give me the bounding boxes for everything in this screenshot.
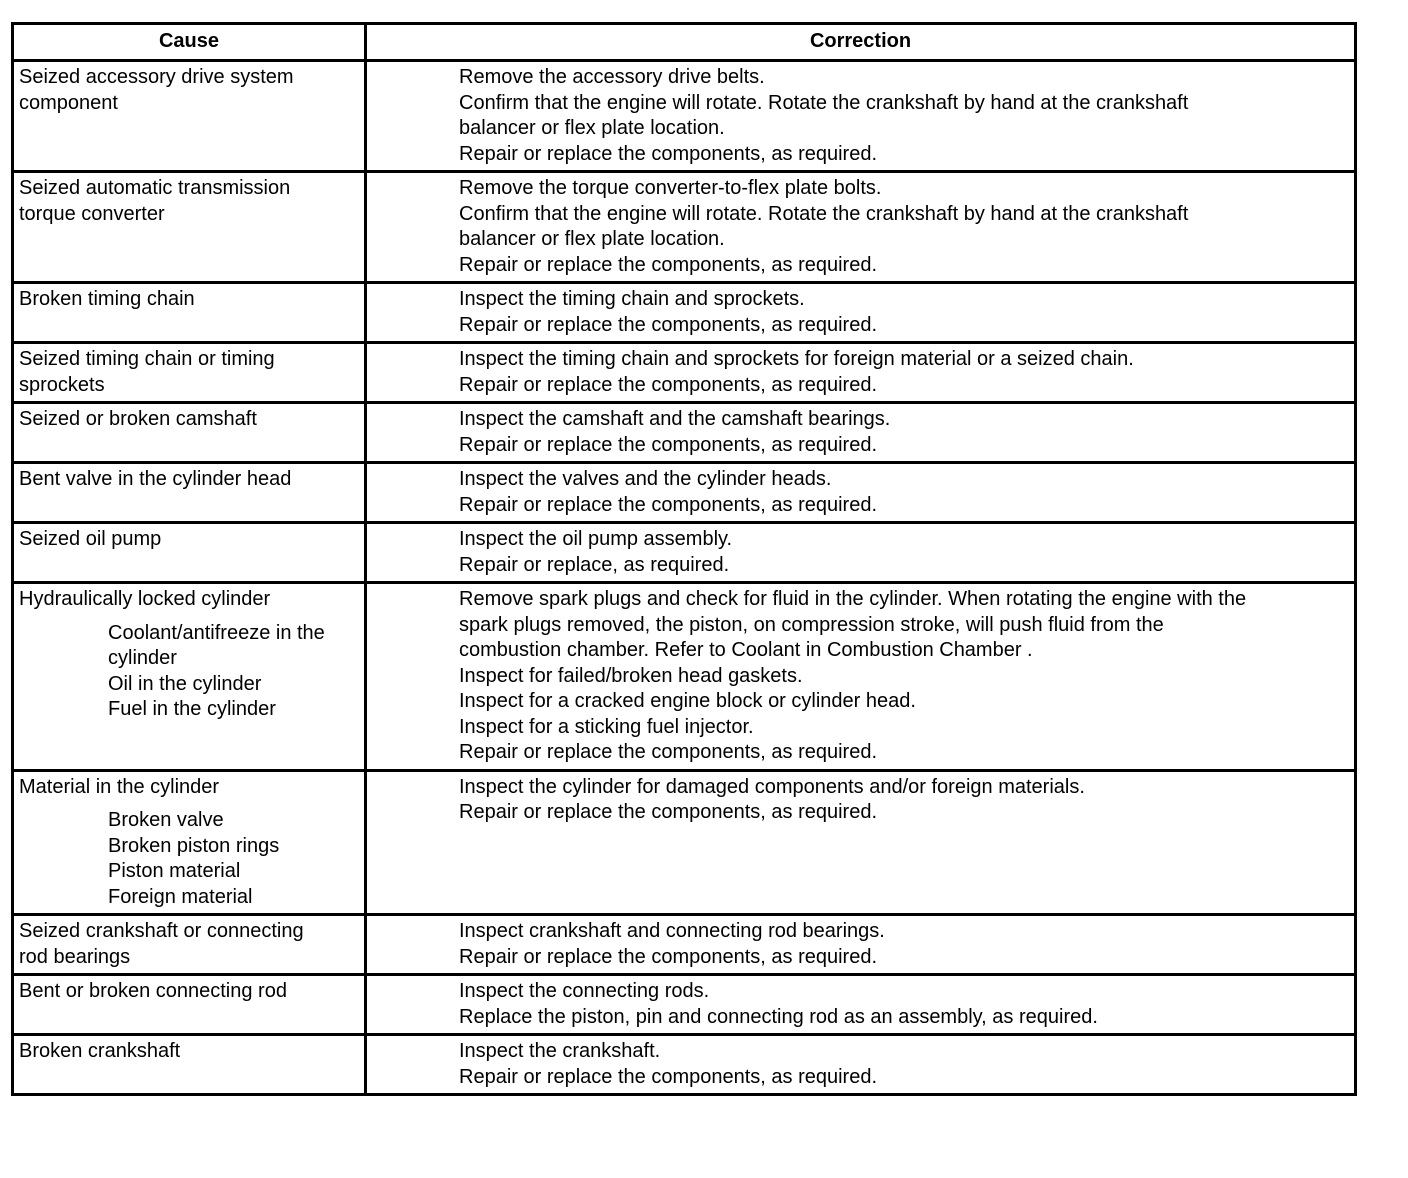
- cause-text: sprockets: [19, 373, 105, 396]
- cause-cell: [13, 283, 366, 343]
- correction-cell: [366, 583, 1356, 771]
- cause-text: Bent valve in the cylinder head: [19, 468, 292, 490]
- cause-text: component: [19, 91, 118, 114]
- correction-text: balancer or flex plate location.: [459, 117, 725, 139]
- table-body: [13, 61, 1356, 1095]
- cause-subitem: Piston material: [108, 860, 241, 882]
- cause-text: Seized crankshaft or connecting: [19, 920, 304, 942]
- correction-text: Replace the piston, pin and connecting rod as an assembly, as required.: [459, 1005, 1098, 1028]
- cause-cell: [13, 172, 366, 283]
- correction-text: Remove the accessory drive belts.: [459, 66, 765, 88]
- cause-sublist: [19, 621, 360, 723]
- cause-subitem: cylinder: [108, 647, 177, 669]
- correction-text: Repair or replace the components, as required.: [459, 433, 878, 456]
- cause-cell: [13, 975, 366, 1035]
- cause-cell: [13, 403, 366, 463]
- correction-cell: [366, 523, 1356, 583]
- cause-cell: [13, 1035, 366, 1095]
- correction-text: Repair or replace the components, as required.: [459, 1065, 878, 1088]
- correction-cell: [366, 915, 1356, 975]
- cause-text: Broken timing chain: [19, 288, 195, 310]
- correction-cell: [366, 403, 1356, 463]
- correction-text: Repair or replace the components, as required.: [459, 142, 878, 165]
- table-row: [13, 770, 1356, 915]
- cause-text: Seized accessory drive system: [19, 66, 294, 88]
- correction-text: Remove the torque converter-to-flex plate bolts.: [459, 177, 882, 199]
- correction-text: Repair or replace the components, as required.: [459, 313, 878, 336]
- correction-text: Inspect for a sticking fuel injector.: [459, 715, 754, 738]
- table-row: [13, 343, 1356, 403]
- table-row: [13, 463, 1356, 523]
- cause-subitem: Oil in the cylinder: [108, 672, 262, 695]
- correction-text: Inspect the cylinder for damaged components and/or foreign materials.: [459, 775, 1085, 798]
- cause-cell: [13, 770, 366, 915]
- cause-text: Broken crankshaft: [19, 1040, 181, 1062]
- correction-cell: [366, 283, 1356, 343]
- correction-text: Repair or replace the components, as required.: [459, 945, 878, 968]
- correction-text: Remove spark plugs and check for fluid in the cylinder. When rotating the engine with the: [459, 588, 1247, 610]
- cause-cell: [13, 61, 366, 172]
- cause-subitem: Coolant/antifreeze in the: [108, 621, 325, 644]
- correction-text: spark plugs removed, the piston, on compression stroke, will push fluid from the: [459, 613, 1164, 636]
- correction-text: Repair or replace the components, as required.: [459, 253, 878, 276]
- cause-text: Seized automatic transmission: [19, 177, 291, 199]
- table-row: [13, 403, 1356, 463]
- cause-subitem: Broken piston rings: [108, 834, 280, 857]
- cause-text: Bent or broken connecting rod: [19, 980, 287, 1002]
- cause-text: Seized or broken camshaft: [19, 408, 257, 430]
- cause-text: torque converter: [19, 202, 165, 225]
- cause-sublist: [19, 808, 360, 910]
- correction-text: Confirm that the engine will rotate. Rotate the crankshaft by hand at the crankshaft: [459, 91, 1189, 114]
- cause-cell: [13, 463, 366, 523]
- cause-subitem: Fuel in the cylinder: [108, 698, 276, 720]
- cause-cell: [13, 523, 366, 583]
- header-row: [13, 24, 1356, 61]
- correction-text: Repair or replace the components, as required.: [459, 493, 878, 516]
- correction-text: Inspect the crankshaft.: [459, 1040, 661, 1062]
- cause-text: rod bearings: [19, 945, 131, 968]
- cause-cell: [13, 583, 366, 771]
- correction-text: Inspect the connecting rods.: [459, 980, 710, 1002]
- table-row: [13, 283, 1356, 343]
- header-correction: Correction: [366, 24, 1356, 61]
- correction-text: Confirm that the engine will rotate. Rotate the crankshaft by hand at the crankshaft: [459, 202, 1189, 225]
- cause-text: Seized timing chain or timing: [19, 348, 275, 370]
- correction-text: Inspect for failed/broken head gaskets.: [459, 664, 803, 687]
- correction-text: Repair or replace, as required.: [459, 553, 730, 576]
- correction-cell: [366, 1035, 1356, 1095]
- table-row: [13, 975, 1356, 1035]
- table-row: [13, 172, 1356, 283]
- correction-text: Inspect the timing chain and sprockets.: [459, 288, 805, 310]
- correction-text: Inspect crankshaft and connecting rod bearings.: [459, 920, 885, 942]
- correction-cell: [366, 343, 1356, 403]
- correction-cell: [366, 172, 1356, 283]
- cause-subitem: Foreign material: [108, 885, 253, 908]
- correction-text: Inspect for a cracked engine block or cylinder head.: [459, 690, 916, 712]
- cause-text: Hydraulically locked cylinder: [19, 588, 271, 610]
- table-row: [13, 915, 1356, 975]
- correction-text: Repair or replace the components, as required.: [459, 741, 878, 763]
- correction-cell: [366, 770, 1356, 915]
- header-cause: Cause: [13, 24, 366, 61]
- correction-cell: [366, 975, 1356, 1035]
- correction-text: Inspect the timing chain and sprockets for foreign material or a seized chain.: [459, 348, 1134, 370]
- cause-subitem: Broken valve: [108, 809, 224, 831]
- correction-text: Inspect the camshaft and the camshaft bearings.: [459, 408, 891, 430]
- correction-text: Inspect the oil pump assembly.: [459, 528, 733, 550]
- correction-text: Repair or replace the components, as required.: [459, 801, 878, 823]
- correction-text: balancer or flex plate location.: [459, 228, 725, 250]
- correction-text: combustion chamber. Refer to Coolant in Combustion Chamber .: [459, 639, 1033, 661]
- cause-correction-table: [11, 22, 1357, 1096]
- correction-cell: [366, 61, 1356, 172]
- correction-text: Inspect the valves and the cylinder heads.: [459, 468, 832, 490]
- correction-cell: [366, 463, 1356, 523]
- cause-cell: [13, 915, 366, 975]
- table-row: [13, 583, 1356, 771]
- cause-text: Seized oil pump: [19, 528, 162, 550]
- cause-text: Material in the cylinder: [19, 775, 220, 798]
- cause-cell: [13, 343, 366, 403]
- correction-text: Repair or replace the components, as required.: [459, 373, 878, 396]
- table-row: [13, 1035, 1356, 1095]
- table-row: [13, 523, 1356, 583]
- table-row: [13, 61, 1356, 172]
